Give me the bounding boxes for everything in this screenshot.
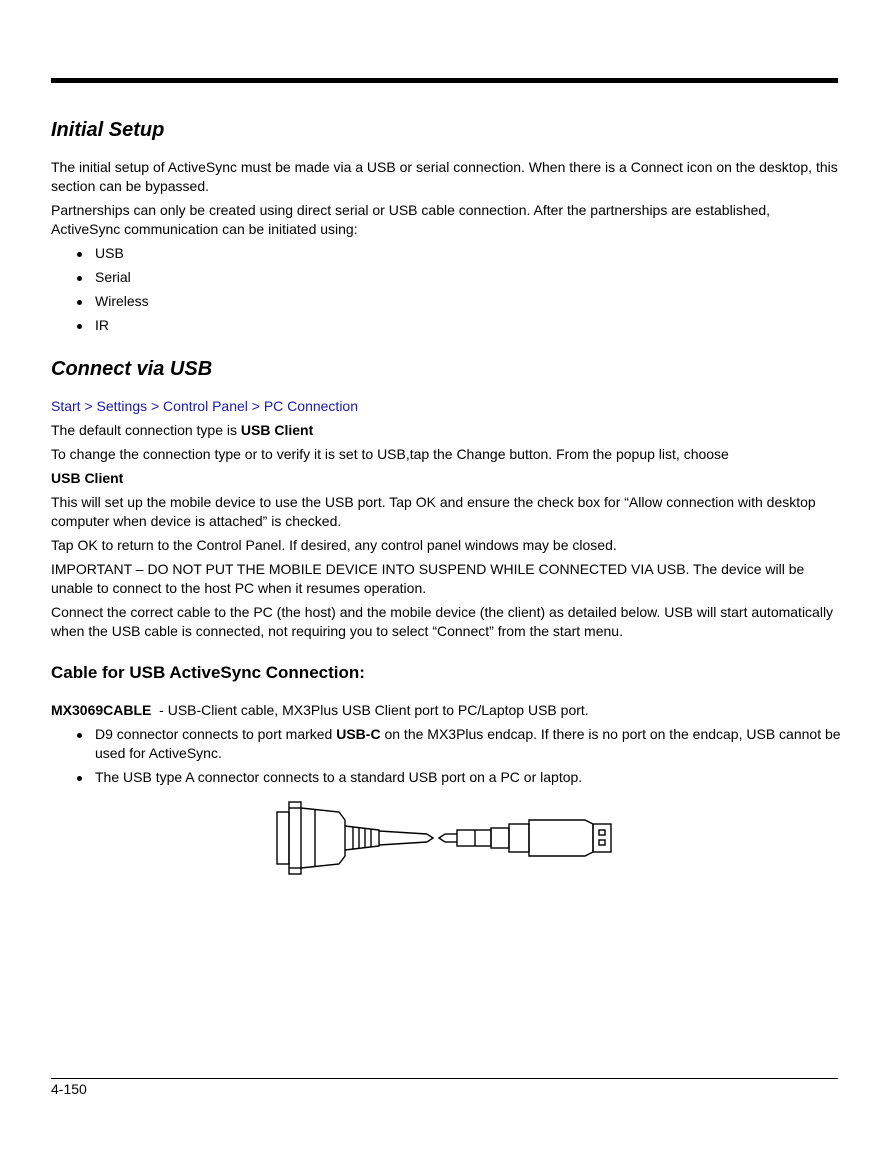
heading-initial-setup: Initial Setup [51,119,165,141]
cable-part-description: - USB-Client cable, MX3Plus USB Client port to PC/Laptop USB port. [151,702,589,718]
usb-client-option: USB Client [51,470,124,486]
list-item: Serial [51,268,841,287]
initial-setup-paragraph-2: Partnerships can only be created using direct serial or USB cable connection. After the partnerships are established, ActiveSync communication can be initiated using: [51,202,771,237]
d9-connector-icon [277,802,379,874]
list-item: Wireless [51,292,841,311]
cable-details-list [51,725,841,787]
bottom-rule [51,1078,838,1079]
initial-setup-paragraph-1: The initial setup of ActiveSync must be made via a USB or serial connection. When there is a Connect icon on the desktop, this section can be bypassed. [51,159,838,194]
list-item [51,725,841,763]
connection-methods-list [51,244,841,335]
setup-usb-paragraph: This will set up the mobile device to use the USB port. Tap OK and ensure the check box for “Allow connection with desktop computer when device is attached” is checked. [51,494,816,529]
default-connection-text: The default connection type is [51,422,241,438]
d9-text-post: on the MX3Plus endcap. If there is no port on the endcap, USB cannot be used for ActiveSync. [95,726,841,761]
cable-part-paragraph [51,701,841,720]
heading-connect-via-usb: Connect via USB [51,358,213,380]
usb-cable-illustration [275,800,615,876]
choose-usb-client [51,469,841,488]
default-connection-paragraph [51,421,841,440]
cable-part-number: MX3069CABLE [51,702,152,718]
list-item: IR [51,316,841,335]
connect-cable-paragraph: Connect the correct cable to the PC (the host) and the mobile device (the client) as detailed below. USB will start automatically when the USB cable is connected, not requiring you to select “Connect” from the start menu. [51,604,834,639]
list-item: USB [51,244,841,263]
important-paragraph: IMPORTANT – DO NOT PUT THE MOBILE DEVICE INTO SUSPEND WHILE CONNECTED VIA USB. The device will be unable to connect to the host PC when it resumes operation. [51,561,805,596]
heading-cable: Cable for USB ActiveSync Connection: [51,663,365,682]
page-number: 4-150 [51,1081,87,1097]
page-content [51,116,841,792]
cable-icon [379,831,457,845]
tap-ok-paragraph: Tap OK to return to the Control Panel. If desired, any control panel windows may be closed. [51,537,617,553]
default-connection-value: USB Client [240,422,314,438]
d9-text-pre: D9 connector connects to port marked [95,726,337,742]
usb-c-label: USB-C [336,726,381,742]
settings-path-link[interactable]: Start > Settings > Control Panel > PC Connection [51,398,359,414]
list-item: The USB type A connector connects to a standard USB port on a PC or laptop. [51,768,841,787]
top-rule [51,78,838,83]
usb-a-connector-icon [457,820,611,856]
change-connection-paragraph: To change the connection type or to verify it is set to USB,tap the Change button. From the popup list, choose [51,446,729,462]
